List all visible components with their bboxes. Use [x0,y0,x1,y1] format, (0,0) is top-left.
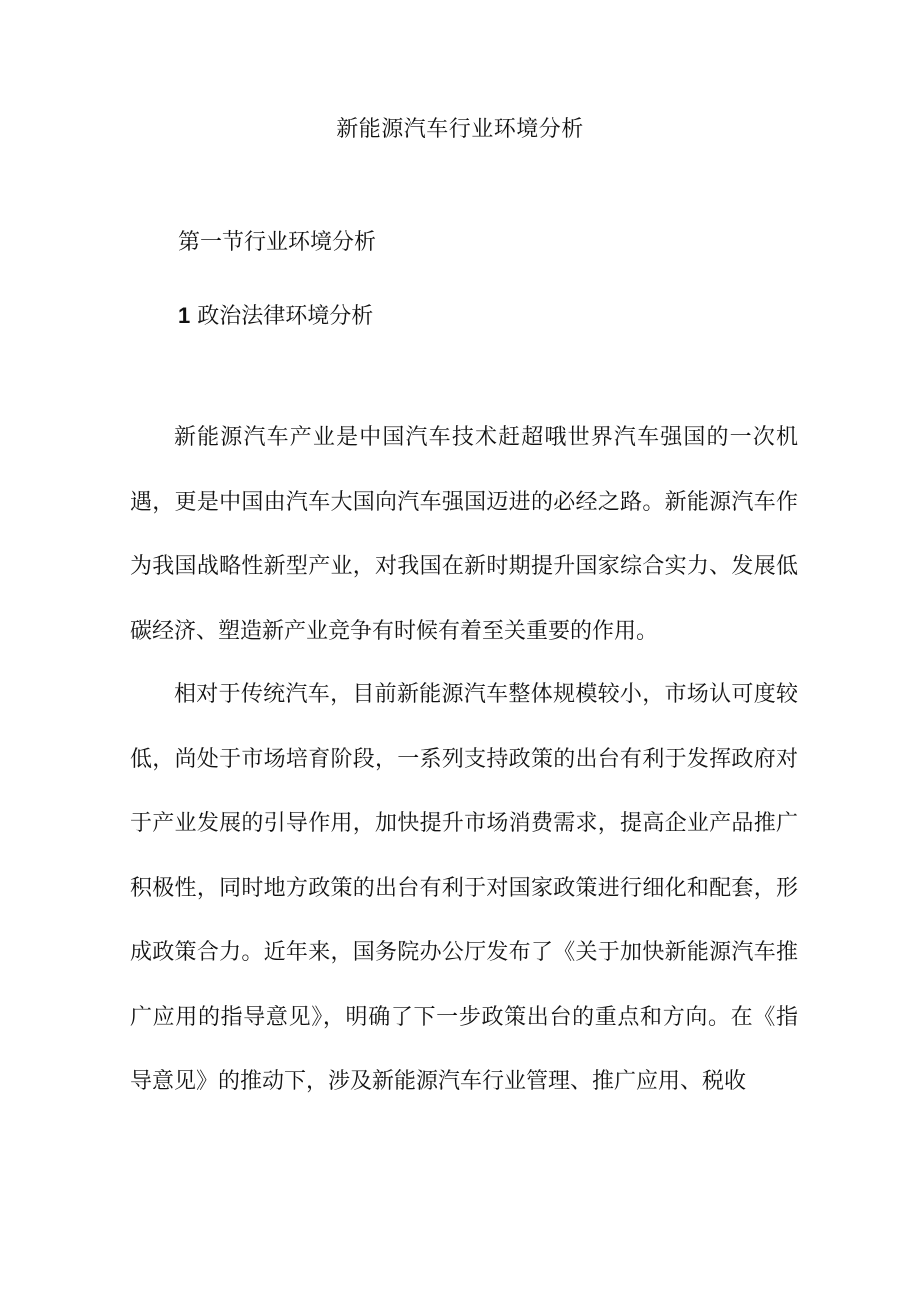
body-paragraph: 新能源汽车产业是中国汽车技术赶超哦世界汽车强国的一次机遇，更是中国由汽车大国向汽车强国迈进的必经之路。新能源汽车作为我国战略性新型产业，对我国在新时期提升国家综合实力、发展低碳经济、塑造新产业竞争有时候有着至关重要的作用。 [130,425,798,644]
subsection-heading [178,301,373,332]
section-heading: 第一节行业环境分析 [178,230,377,255]
document-title: 新能源汽车行业环境分析 [336,117,584,142]
body-paragraph: 相对于传统汽车，目前新能源汽车整体规模较小，市场认可度较低，尚处于市场培育阶段，一系列支持政策的出台有利于发挥政府对于产业发展的引导作用，加快提升市场消费需求，提高企业产品推广积极性，同时地方政策的出台有利于对国家政策进行细化和配套，形成政策合力。近年来，国务院办公厅发布了《关于加快新能源汽车推广应用的指导意见》，明确了下一步政策出台的重点和方向。在《指导意见》的推动下，涉及新能源汽车行业管理、推广应用、税收 [130,682,798,1094]
subsection-number: 1 [178,303,191,328]
subsection-label: 政治法律环境分析 [197,304,374,329]
